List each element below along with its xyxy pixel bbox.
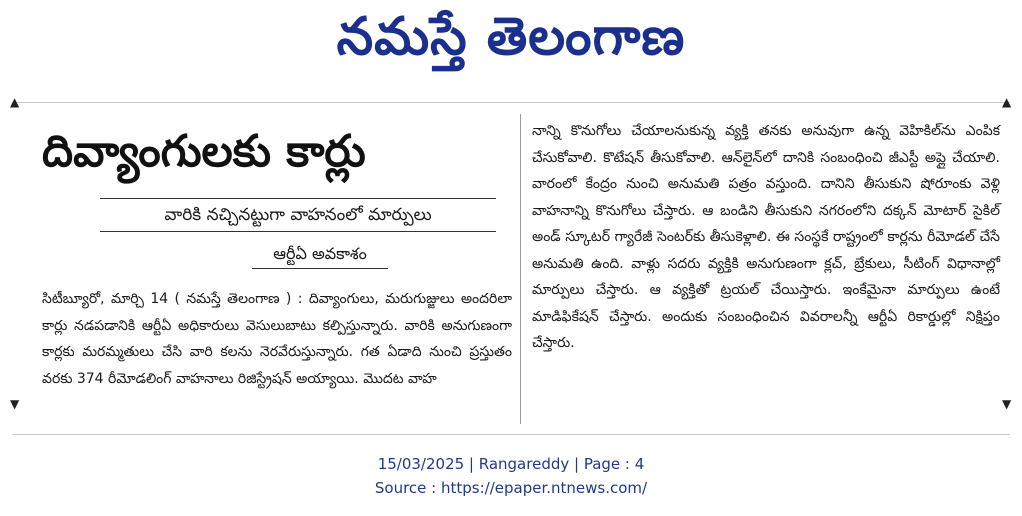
crop-mark-top-right-icon: ▲	[1002, 95, 1012, 109]
article-left-column	[42, 114, 512, 426]
column-divider	[520, 114, 521, 424]
article-subheading-secondary: ఆర్టీఏ అవకాశం	[252, 240, 388, 269]
crop-mark-top-left-icon: ▲	[10, 95, 20, 109]
top-divider	[12, 102, 1010, 103]
article-headline: దివ్యాంగులకు కార్లు	[42, 126, 366, 177]
source-link[interactable]: Source : https://epaper.ntnews.com/	[374, 479, 648, 497]
article-body-left: సిటీబ్యూరో, మార్చి 14 ( నమస్తే తెలంగాణ ) : దివ్యాంగులు, మరుగుజ్జులు అందరిలా కార్లు నడపడానికి ఆర్టీఏ అధికారులు వెసులుబాటు కల్పిస్తున్నారు. వారికి అనుగుణంగా కార్లకు మరమ్మతులు చేసి వారి కలను నెరవేరుస్తున్నారు. గత ఏడాది నుంచి ప్రస్తుతం వరకు 374 రీమోడలింగ్ వాహనాలు రిజిస్ట్రేషన్ అయ్యాయి. మొదట వాహ	[42, 291, 512, 387]
crop-mark-bottom-left-icon: ▼	[10, 397, 20, 411]
article-body-right: నాన్ని కొనుగోలు చేయాలనుకున్న వ్యక్తి తనకు అనువుగా ఉన్న వెహికిల్‌ను ఎంపిక చేసుకోవాలి. కొటేషన్ తీసుకోవాలి. ఆన్‌లైన్‌లో దానికి సంబంధించి జీఎస్టీ అప్లై చేయాలి. వారంలో కేంద్రం నుంచి అనుమతి పత్రం వస్తుంది. దానిని తీసుకుని షోరూంకు వెళ్లి వాహనాన్ని కొనుగోలు చేస్తారు. ఆ బండిని తీసుకుని నగరంలోని దక్కన్ మోటార్ సైకిల్ అండ్ స్కూటర్ గ్యారేజీ సెంటర్‌కు తీసుకెళ్లాలి. ఈ సంస్థకే రాష్ట్రంలో కార్లను రీమోడల్ చేసే అనుమతి ఉంది. వాళ్లు సదరు వ్యక్తికి అనుగుణంగా క్లచ్, బ్రేకులు, సీటింగ్ విధానాల్లో మార్పులు చేస్తారు. ఆ వ్యక్తితో ట్రయల్ చేయిస్తారు. ఇంకేమైనా మార్పులు ఉంటే మాడిఫికేషన్ చేస్తారు. అందుకు సంబంధించిన వివరాలన్నీ ఆర్టీఏ రికార్డుల్లో నిక్షిప్తం చేస్తారు.	[532, 123, 1000, 351]
article-subheading: వారికి నచ్చినట్టుగా వాహనంలో మార్పులు	[100, 198, 496, 232]
edition-info: 15/03/2025 | Rangareddy | Page : 4	[377, 455, 645, 473]
newspaper-logo: నమస్తే తెలంగాణ	[336, 6, 686, 67]
crop-mark-bottom-right-icon: ▼	[1002, 397, 1012, 411]
article-right-column	[532, 114, 1000, 426]
masthead	[0, 0, 1022, 86]
bottom-divider	[12, 434, 1010, 435]
page-footer	[0, 452, 1022, 500]
